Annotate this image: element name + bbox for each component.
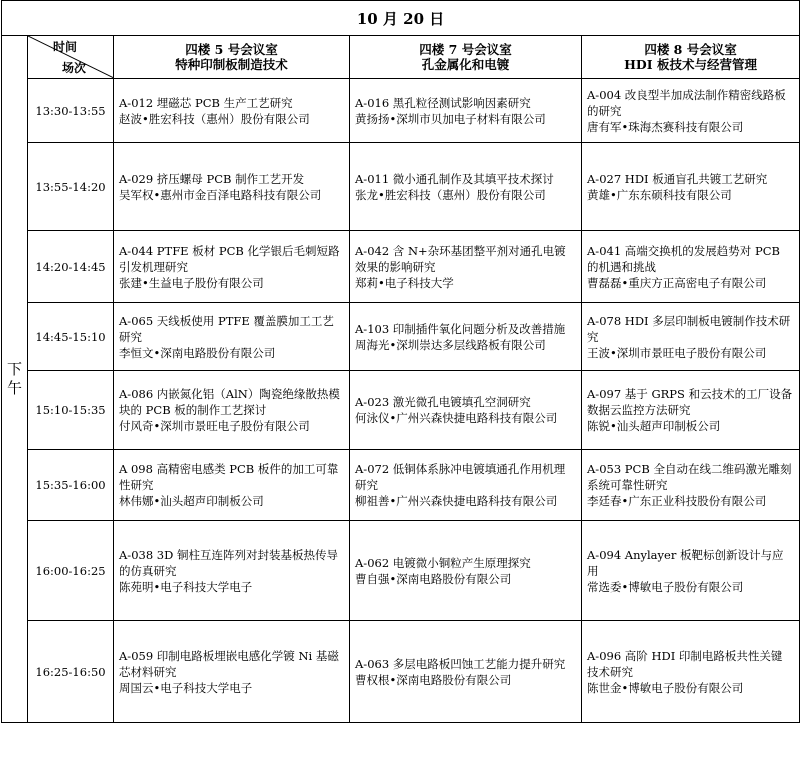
session-cell [350, 521, 582, 621]
time-slot: 15:35-16:00 [28, 450, 114, 521]
session-title: A-038 3D 铜柱互连阵列对封装基板热传导的仿真研究 [119, 547, 338, 578]
session-cell [582, 371, 800, 450]
session-author: 陈锐•汕头超声印制板公司 [587, 419, 721, 433]
time-slot: 16:25-16:50 [28, 621, 114, 723]
session-author: 周国云•电子科技大学电子 [119, 680, 253, 695]
session-title: A-086 内嵌氮化铝（AlN）陶瓷绝缘散热模块的 PCB 板的制作工艺探讨 [119, 387, 340, 417]
session-cell [582, 231, 800, 303]
table-row [2, 143, 800, 231]
time-slot: 16:00-16:25 [28, 521, 114, 621]
table-row [2, 450, 800, 521]
session-title: A-027 HDI 板通盲孔共镀工艺研究 [587, 171, 768, 186]
session-cell [114, 621, 350, 723]
session-title: A-044 PTFE 板材 PCB 化学银后毛刺短路引发机理研究 [119, 243, 340, 274]
session-author: 林伟娜•汕头超声印制板公司 [119, 494, 264, 508]
session-author: 付风奇•深圳市景旺电子股份有限公司 [119, 419, 310, 433]
room-topic: 孔金属化和电镀 [421, 57, 510, 72]
room-header [114, 36, 350, 79]
session-cell [114, 521, 350, 621]
period-label [2, 36, 28, 723]
table-row [2, 231, 800, 303]
session-title: A-053 PCB 全自动在线二维码激光雕刻系统可靠性研究 [587, 462, 792, 492]
session-author: 吴军权•惠州市金百泽电路科技有限公司 [119, 187, 322, 202]
session-cell [350, 621, 582, 723]
session-title: A-011 微小通孔制作及其填平技术探讨 [355, 171, 554, 186]
session-title: A-063 多层电路板凹蚀工艺能力提升研究 [355, 656, 566, 671]
session-author: 曹自强•深南电路股份有限公司 [355, 571, 512, 586]
session-cell [582, 521, 800, 621]
session-title: A-094 Anylayer 板靶标创新设计与应用 [587, 547, 784, 578]
table-row [2, 371, 800, 450]
table-row [2, 621, 800, 723]
session-cell [350, 371, 582, 450]
session-author: 赵波•胜宏科技（惠州）股份有限公司 [119, 111, 310, 126]
session-author: 周海光•深圳崇达多层线路板有限公司 [355, 337, 546, 352]
session-cell [350, 79, 582, 143]
session-cell [114, 79, 350, 143]
session-cell [114, 303, 350, 371]
session-cell [582, 621, 800, 723]
room-header [350, 36, 582, 79]
session-cell [350, 143, 582, 231]
session-cell [114, 143, 350, 231]
time-slot: 13:30-13:55 [28, 79, 114, 143]
schedule-table [1, 0, 800, 723]
time-slot: 15:10-15:35 [28, 371, 114, 450]
session-cell [350, 231, 582, 303]
session-title: A-103 印制插件氧化问题分析及改善措施 [355, 321, 566, 336]
table-row [2, 521, 800, 621]
session-cell [350, 303, 582, 371]
table-row [2, 79, 800, 143]
session-cell [582, 450, 800, 521]
session-author: 陈苑明•电子科技大学电子 [119, 579, 253, 594]
session-author: 唐有军•珠海杰赛科技有限公司 [587, 119, 744, 134]
room-topic: HDI 板技术与经营管理 [624, 57, 757, 72]
session-title: A-029 挤压螺母 PCB 制作工艺开发 [119, 171, 305, 186]
session-title: A-072 低铜体系脉冲电镀填通孔作用机理研究 [355, 462, 566, 492]
session-cell [582, 143, 800, 231]
session-title: A-004 改良型半加成法制作精密线路板的研究 [587, 87, 786, 118]
room-name: 四楼 7 号会议室 [419, 42, 512, 57]
session-author: 曹磊磊•重庆方正高密电子有限公司 [587, 275, 767, 290]
period-char: 下 [6, 360, 22, 378]
session-author: 何泳仪•广州兴森快捷电路科技有限公司 [355, 411, 558, 425]
session-author: 李廷春•广东正业科技股份有限公司 [587, 494, 767, 508]
time-slot: 13:55-14:20 [28, 143, 114, 231]
session-cell [114, 450, 350, 521]
room-name: 四楼 5 号会议室 [185, 42, 278, 57]
date-title: 10 月 20 日 [2, 1, 800, 36]
session-author: 李恒文•深南电路股份有限公司 [119, 345, 276, 360]
session-author: 常选委•博敏电子股份有限公司 [587, 579, 744, 594]
session-title: A-023 激光微孔电镀填孔空洞研究 [355, 395, 531, 409]
session-title: A-041 高端交换机的发展趋势对 PCB 的机遇和挑战 [587, 243, 780, 274]
table-row [2, 303, 800, 371]
session-title: A-097 基于 GRPS 和云技术的工厂设备数据云监控方法研究 [587, 387, 793, 417]
room-topic: 特种印制板制造技术 [175, 57, 288, 72]
session-title: A-078 HDI 多层印制板电镀制作技术研究 [587, 313, 791, 344]
session-cell [114, 371, 350, 450]
time-header: 时间 [52, 40, 77, 54]
session-title: A-096 高阶 HDI 印制电路板共性关键技术研究 [587, 648, 783, 679]
time-slot: 14:45-15:10 [28, 303, 114, 371]
session-title: A-016 黑孔粒径测试影响因素研究 [355, 95, 531, 110]
session-author: 张龙•胜宏科技（惠州）股份有限公司 [355, 187, 546, 202]
session-cell [114, 231, 350, 303]
session-author: 黄扬扬•深圳市贝加电子材料有限公司 [355, 111, 546, 126]
session-author: 柳祖善•广州兴森快捷电路科技有限公司 [355, 494, 558, 508]
session-author: 陈世金•博敏电子股份有限公司 [587, 680, 744, 695]
time-slot: 14:20-14:45 [28, 231, 114, 303]
session-cell [582, 303, 800, 371]
session-author: 张建•生益电子股份有限公司 [119, 275, 264, 290]
session-title: A-059 印制电路板埋嵌电感化学镀 Ni 基磁芯材料研究 [119, 648, 339, 679]
session-author: 郑莉•电子科技大学 [355, 275, 454, 290]
session-title: A-065 天线板使用 PTFE 覆盖膜加工工艺研究 [119, 313, 334, 344]
session-cell [350, 450, 582, 521]
room-name: 四楼 8 号会议室 [644, 42, 737, 57]
room-header [582, 36, 800, 79]
session-cell [582, 79, 800, 143]
session-author: 曹权根•深南电路股份有限公司 [355, 672, 512, 687]
session-title: A-012 埋磁芯 PCB 生产工艺研究 [119, 95, 293, 110]
session-title: A-062 电镀微小铜粒产生原理探究 [355, 555, 531, 570]
session-title: A 098 高精密电感类 PCB 板件的加工可靠性研究 [119, 462, 339, 492]
session-title: A-042 含 N+杂环基团整平剂对通孔电镀效果的影响研究 [355, 243, 566, 274]
period-char: 午 [6, 379, 22, 397]
header-diagonal-cell [28, 36, 114, 79]
session-author: 王波•深圳市景旺电子股份有限公司 [587, 345, 767, 360]
session-author: 黄雄•广东东硕科技有限公司 [587, 187, 732, 202]
session-header: 场次 [62, 61, 87, 75]
